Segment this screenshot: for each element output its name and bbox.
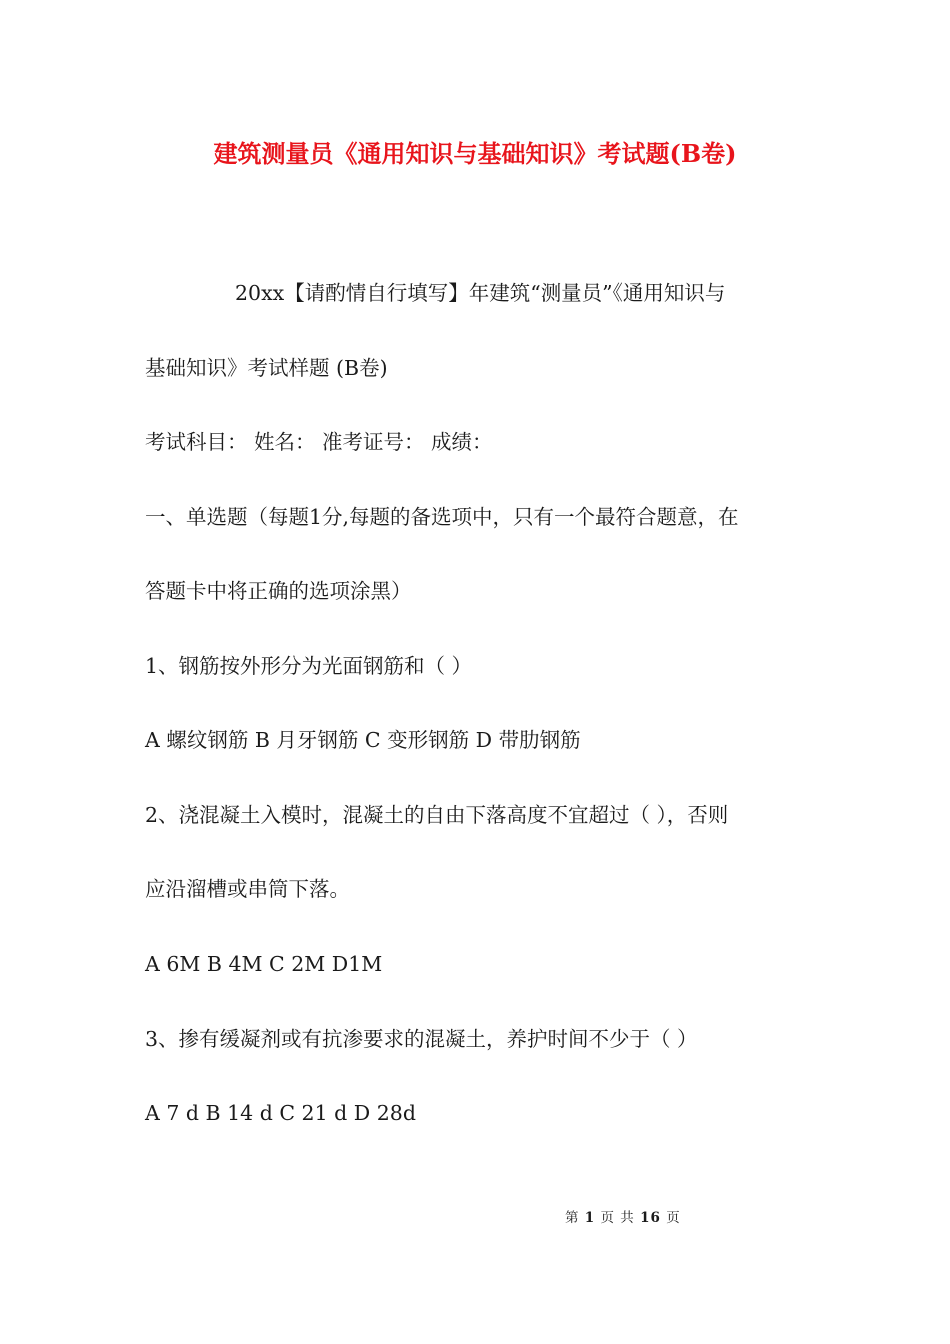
question-3-text: 3、掺有缓凝剂或有抗渗要求的混凝土，养护时间不少于（ ） (145, 1027, 698, 1051)
question-2-text-line-1: 2、浇混凝土入模时，混凝土的自由下落高度不宜超过（ ），否则 (145, 803, 729, 827)
question-1-options: A 螺纹钢筋 B 月牙钢筋 C 变形钢筋 D 带肋钢筋 (145, 728, 581, 752)
question-3-options: A 7 d B 14 d C 21 d D 28d (145, 1101, 416, 1125)
intro-line-1: 20xx【请酌情自行填写】年建筑“测量员”《通用知识与 (235, 281, 726, 305)
question-2-options: A 6M B 4M C 2M D1M (145, 952, 383, 976)
footer-prefix: 第 (565, 1210, 580, 1226)
exam-info-line: 考试科目： 姓名： 准考证号： 成绩： (145, 430, 493, 454)
question-2-text-line-2: 应沿溜槽或串筒下落。 (145, 877, 350, 901)
section-heading-line-2: 答题卡中将正确的选项涂黑） (145, 579, 412, 603)
footer-suffix: 页 (666, 1210, 681, 1226)
question-1-text: 1、钢筋按外形分为光面钢筋和（ ） (145, 654, 473, 678)
footer-page-number: 1 (584, 1210, 596, 1226)
page-footer (565, 1208, 681, 1228)
footer-total-pages: 16 (640, 1210, 661, 1226)
section-heading-line-1: 一、单选题（每题1分,每题的备选项中，只有一个最符合题意，在 (145, 505, 739, 529)
intro-line-2: 基础知识》考试样题 (B卷) (145, 356, 388, 380)
document-title: 建筑测量员《通用知识与基础知识》考试题(B卷) (213, 139, 737, 168)
footer-middle: 页 共 (600, 1210, 635, 1226)
